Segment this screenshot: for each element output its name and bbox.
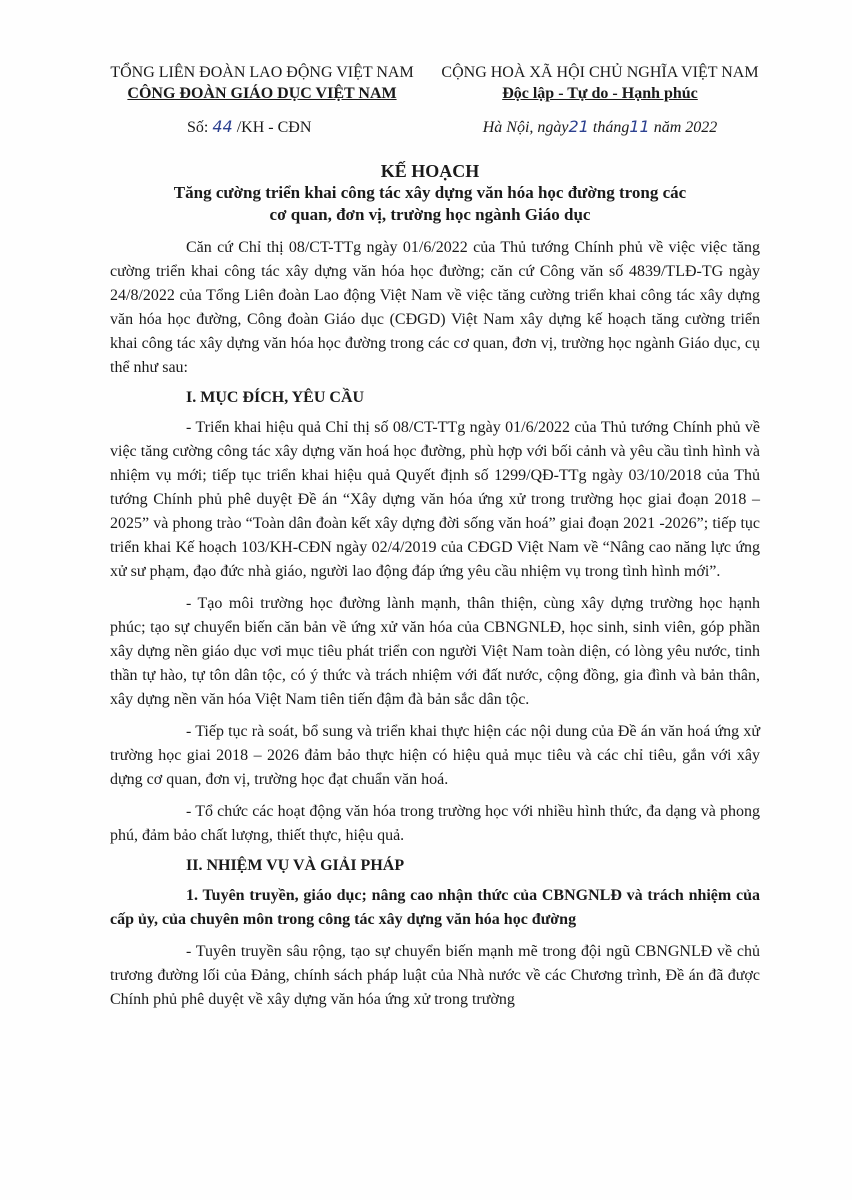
issuer-block — [82, 62, 442, 138]
section2-subheading-1: 1. Tuyên truyền, giáo dục; nâng cao nhận thức của CBNGNLĐ và trách nhiệm của cấp ủy, của chuyên môn trong công tác xây dựng văn hóa học đường — [110, 887, 760, 928]
section-heading-2: II. NHIỆM VỤ VÀ GIẢI PHÁP — [186, 857, 405, 874]
date-day-handwritten: 21 — [568, 117, 589, 136]
section1-paragraph-1: - Triển khai hiệu quả Chỉ thị số 08/CT-TTg ngày 01/6/2022 của Thủ tướng Chính phủ về việc tăng cường công tác xây dựng văn hoá học đường, phù hợp với bối cảnh và yêu cầu tình hình và nhiệm vụ mới; tiếp tục triển khai hiệu quả Quyết định số 1299/QĐ-TTg ngày 03/10/2018 của Thủ tướng Chính phủ phê duyệt Đề án “Xây dựng văn hóa ứng xử trong trường học giai đoạn 2018 – 2025” và phong trào “Toàn dân đoàn kết xây dựng đời sống văn hoá” giai đoạn 2021 -2026”; tiếp tục triển khai Kế hoạch 103/KH-CĐN ngày 02/4/2019 của CĐGD Việt Nam về “Nâng cao năng lực ứng xử sư phạm, đạo đức nhà giáo, người lao động đáp ứng yêu cầu nhiệm vụ trong tình hình mới”. — [110, 419, 760, 580]
national-motto: Độc lập - Tự do - Hạnh phúc — [502, 85, 698, 102]
document-subtitle-line1: Tăng cường triển khai công tác xây dựng văn hóa học đường trong các — [173, 183, 687, 202]
section1-paragraph-2: - Tạo môi trường học đường lành mạnh, thân thiện, cùng xây dựng trường học hạnh phúc; tạo sự chuyển biến căn bản về ứng xử văn hóa của CBNGNLĐ, học sinh, sinh viên, góp phần xây dựng nền giáo dục vơi mục tiêu phát triển con người Việt Nam toàn diện, có lòng yêu nước, tinh thần tự hào, tự tôn dân tộc, có ý thức và trách nhiệm với đất nước, cộng đồng, gia đình và bản thân, xây dựng nền văn hóa Việt Nam tiên tiến đậm đà bản sắc dân tộc. — [110, 595, 760, 708]
date-prefix: Hà Nội, ngày — [482, 119, 569, 136]
intro-paragraph: Căn cứ Chỉ thị 08/CT-TTg ngày 01/6/2022 của Thủ tướng Chính phủ về việc việc tăng cường triển khai công tác xây dựng văn hóa học đường; căn cứ Công văn số 4839/TLĐ-TG ngày 24/8/2022 của Tổng Liên đoàn Lao động Việt Nam về việc tăng cường triển khai công tác xây dựng văn hóa học đường, Công đoàn Giáo dục (CĐGD) Việt Nam xây dựng kế hoạch tăng cường triển khai công tác xây dựng văn hóa học đường trong các cơ quan, đơn vị, trường học ngành Giáo dục, cụ thể như sau: — [110, 239, 760, 376]
issuer-org: CÔNG ĐOÀN GIÁO DỤC VIỆT NAM — [127, 85, 397, 102]
document-title: KẾ HOẠCH — [380, 161, 480, 181]
document-title-block — [100, 160, 760, 226]
section-heading-1: I. MỤC ĐÍCH, YÊU CẦU — [186, 389, 365, 406]
doc-no-handwritten: 44 — [212, 117, 233, 136]
doc-no-prefix: Số: — [187, 119, 209, 136]
issuer-parent-org: TỔNG LIÊN ĐOÀN LAO ĐỘNG VIỆT NAM — [110, 64, 414, 81]
doc-no-suffix: /KH - CĐN — [236, 119, 312, 136]
document-subtitle-line2: cơ quan, đơn vị, trường học ngành Giáo dục — [269, 205, 591, 224]
national-motto-block — [440, 62, 760, 138]
country-name: CỘNG HOÀ XÃ HỘI CHỦ NGHĨA VIỆT NAM — [441, 64, 759, 81]
place-date — [440, 116, 760, 138]
date-month-handwritten: 11 — [629, 117, 650, 136]
date-suffix: năm 2022 — [653, 119, 718, 136]
section2-paragraph-1: - Tuyên truyền sâu rộng, tạo sự chuyển biến mạnh mẽ trong đội ngũ CBNGNLĐ về chủ trương đường lối của Đảng, chính sách pháp luật của Nhà nước về các Chương trình, Đề án đã được Chính phủ phê duyệt về xây dựng văn hóa ứng xử trong trường — [110, 943, 760, 1008]
date-mid: tháng — [592, 119, 630, 136]
document-body — [110, 236, 760, 1012]
section1-paragraph-4: - Tổ chức các hoạt động văn hóa trong trường học với nhiều hình thức, đa dạng và phong phú, đảm bảo chất lượng, thiết thực, hiệu quả. — [110, 803, 760, 844]
section1-paragraph-3: - Tiếp tục rà soát, bổ sung và triển khai thực hiện các nội dung của Đề án văn hoá ứng xử trường học giai 2018 – 2026 đảm bảo thực hiện có hiệu quả mục tiêu và các chỉ tiêu, gắn với xây dựng cơ quan, đơn vị, trường học đạt chuẩn văn hoá. — [110, 723, 760, 788]
document-number — [82, 116, 442, 138]
